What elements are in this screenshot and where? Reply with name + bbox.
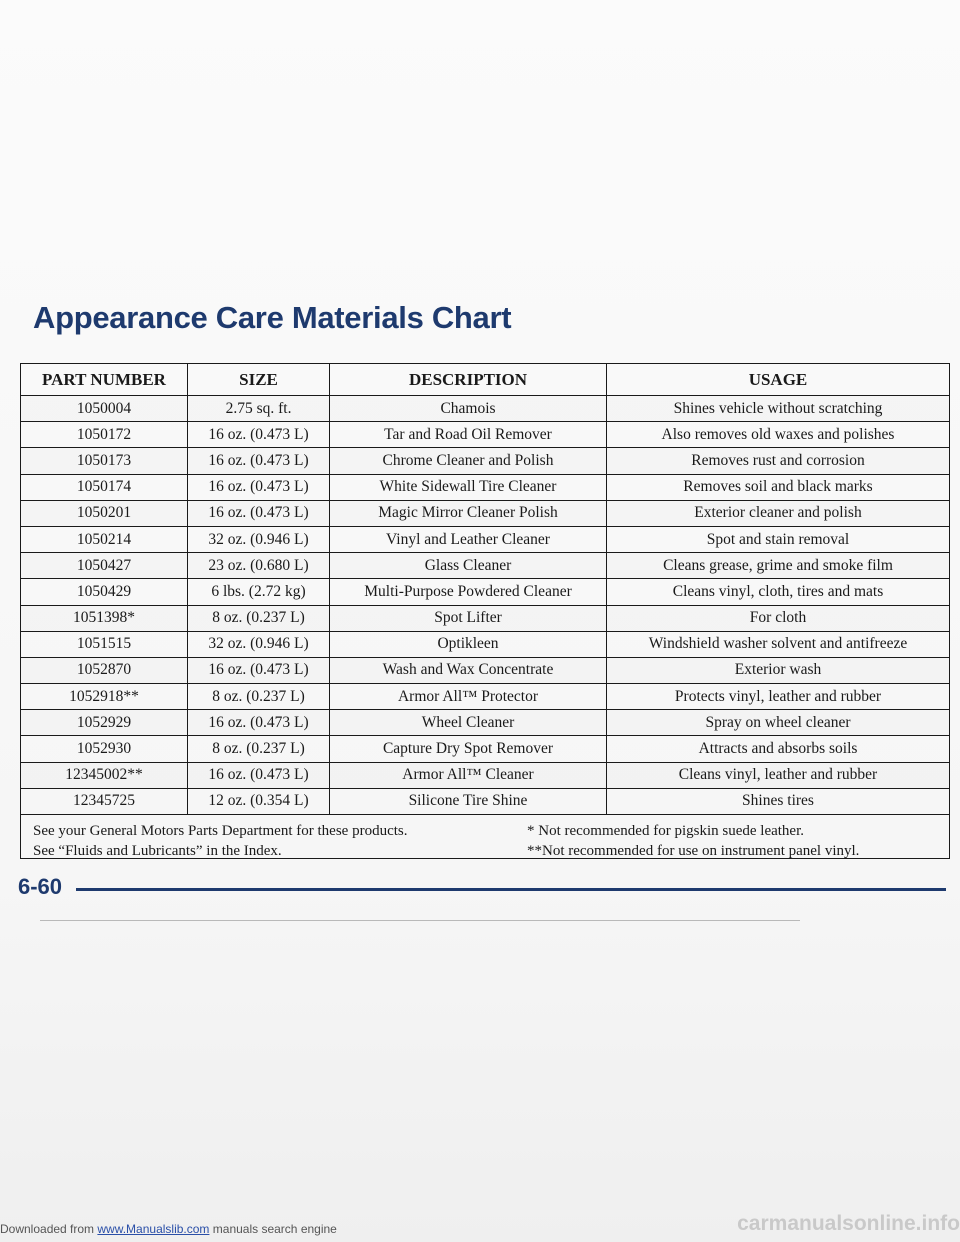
description-cell: Wash and Wax Concentrate — [330, 658, 607, 684]
part-number-cell: 1050214 — [21, 527, 188, 553]
size-cell: 8 oz. (0.237 L) — [188, 736, 330, 762]
table-row — [21, 763, 949, 789]
description-cell: Vinyl and Leather Cleaner — [330, 527, 607, 553]
table-row — [21, 736, 949, 762]
table-row — [21, 396, 949, 422]
size-cell: 16 oz. (0.473 L) — [188, 422, 330, 448]
size-cell: 16 oz. (0.473 L) — [188, 475, 330, 501]
part-number-cell: 1052870 — [21, 658, 188, 684]
note-parts-department: See your General Motors Parts Department for these products. — [33, 823, 408, 839]
size-cell: 23 oz. (0.680 L) — [188, 553, 330, 579]
table-row — [21, 553, 949, 579]
table-row — [21, 527, 949, 553]
page-number: 6-60 — [18, 874, 63, 899]
watermark-suffix: manuals search engine — [209, 1222, 337, 1236]
size-cell: 8 oz. (0.237 L) — [188, 684, 330, 710]
description-cell: Capture Dry Spot Remover — [330, 736, 607, 762]
usage-cell: Shines tires — [607, 789, 949, 815]
page-title: Appearance Care Materials Chart — [33, 300, 512, 335]
notes-right — [523, 821, 937, 861]
footer-rule-thin — [40, 920, 800, 921]
description-cell: Glass Cleaner — [330, 553, 607, 579]
usage-cell: Exterior cleaner and polish — [607, 501, 949, 527]
usage-cell: Protects vinyl, leather and rubber — [607, 684, 949, 710]
notes-left — [33, 821, 523, 861]
description-cell: Spot Lifter — [330, 606, 607, 632]
usage-cell: Cleans vinyl, cloth, tires and mats — [607, 579, 949, 605]
description-cell: White Sidewall Tire Cleaner — [330, 475, 607, 501]
footnote-double-asterisk: **Not recommended for use on instrument panel vinyl. — [527, 843, 860, 859]
description-cell: Multi-Purpose Powdered Cleaner — [330, 579, 607, 605]
note-fluids-lubricants: See “Fluids and Lubricants” in the Index. — [33, 843, 282, 859]
description-cell: Armor All™ Cleaner — [330, 763, 607, 789]
description-cell: Chamois — [330, 396, 607, 422]
description-cell: Chrome Cleaner and Polish — [330, 448, 607, 474]
usage-cell: Also removes old waxes and polishes — [607, 422, 949, 448]
table-row — [21, 632, 949, 658]
table-row — [21, 475, 949, 501]
manualslib-link[interactable]: www.Manualslib.com — [97, 1222, 210, 1236]
size-cell: 16 oz. (0.473 L) — [188, 710, 330, 736]
part-number-cell: 1050172 — [21, 422, 188, 448]
table-row — [21, 710, 949, 736]
part-number-cell: 1051398* — [21, 606, 188, 632]
size-cell: 12 oz. (0.354 L) — [188, 789, 330, 815]
table-row — [21, 579, 949, 605]
header-usage: USAGE — [607, 364, 949, 396]
watermark-prefix: Downloaded from — [0, 1222, 98, 1236]
usage-cell: Attracts and absorbs soils — [607, 736, 949, 762]
description-cell: Tar and Road Oil Remover — [330, 422, 607, 448]
part-number-cell: 1050201 — [21, 501, 188, 527]
download-watermark — [0, 1222, 337, 1236]
table-header-row — [21, 364, 949, 396]
part-number-cell: 12345002** — [21, 763, 188, 789]
part-number-cell: 1052918** — [21, 684, 188, 710]
usage-cell: Spray on wheel cleaner — [607, 710, 949, 736]
part-number-cell: 1050427 — [21, 553, 188, 579]
table-row — [21, 448, 949, 474]
table-row — [21, 658, 949, 684]
table-row — [21, 789, 949, 815]
part-number-cell: 12345725 — [21, 789, 188, 815]
part-number-cell: 1052930 — [21, 736, 188, 762]
description-cell: Magic Mirror Cleaner Polish — [330, 501, 607, 527]
description-cell: Armor All™ Protector — [330, 684, 607, 710]
size-cell: 8 oz. (0.237 L) — [188, 606, 330, 632]
part-number-cell: 1050004 — [21, 396, 188, 422]
size-cell: 32 oz. (0.946 L) — [188, 527, 330, 553]
table-row — [21, 606, 949, 632]
part-number-cell: 1050173 — [21, 448, 188, 474]
header-part-number: PART NUMBER — [21, 364, 188, 396]
header-size: SIZE — [188, 364, 330, 396]
description-cell: Wheel Cleaner — [330, 710, 607, 736]
usage-cell: Cleans grease, grime and smoke film — [607, 553, 949, 579]
usage-cell: Cleans vinyl, leather and rubber — [607, 763, 949, 789]
header-description: DESCRIPTION — [330, 364, 607, 396]
footer-rule — [76, 888, 946, 891]
usage-cell: Removes soil and black marks — [607, 475, 949, 501]
footnote-single-asterisk: * Not recommended for pigskin suede leather. — [527, 823, 805, 839]
materials-table — [21, 364, 949, 815]
size-cell: 16 oz. (0.473 L) — [188, 501, 330, 527]
part-number-cell: 1052929 — [21, 710, 188, 736]
usage-cell: Removes rust and corrosion — [607, 448, 949, 474]
size-cell: 6 lbs. (2.72 kg) — [188, 579, 330, 605]
part-number-cell: 1050174 — [21, 475, 188, 501]
usage-cell: Shines vehicle without scratching — [607, 396, 949, 422]
part-number-cell: 1050429 — [21, 579, 188, 605]
size-cell: 16 oz. (0.473 L) — [188, 658, 330, 684]
size-cell: 32 oz. (0.946 L) — [188, 632, 330, 658]
usage-cell: Exterior wash — [607, 658, 949, 684]
usage-cell: Windshield washer solvent and antifreeze — [607, 632, 949, 658]
description-cell: Silicone Tire Shine — [330, 789, 607, 815]
materials-chart — [20, 363, 950, 859]
description-cell: Optikleen — [330, 632, 607, 658]
table-row — [21, 422, 949, 448]
usage-cell: For cloth — [607, 606, 949, 632]
size-cell: 2.75 sq. ft. — [188, 396, 330, 422]
table-row — [21, 684, 949, 710]
size-cell: 16 oz. (0.473 L) — [188, 763, 330, 789]
chart-notes — [21, 815, 949, 861]
site-watermark: carmanualsonline.info — [737, 1212, 960, 1235]
size-cell: 16 oz. (0.473 L) — [188, 448, 330, 474]
part-number-cell: 1051515 — [21, 632, 188, 658]
usage-cell: Spot and stain removal — [607, 527, 949, 553]
table-row — [21, 501, 949, 527]
